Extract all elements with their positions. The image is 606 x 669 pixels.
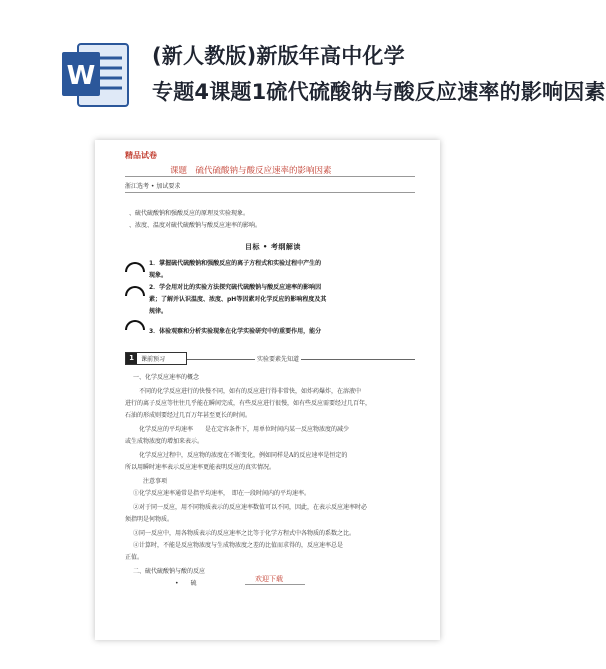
- doc-title: 课题 硫代硫酸钠与酸反应速率的影响因素: [170, 166, 332, 176]
- body-line: 须指明是何物质。: [125, 516, 174, 523]
- goal-line: 3．体验观察和分析实验现象在化学实验研究中的重要作用，能分: [149, 328, 322, 335]
- body-line: 不同的化学反应进行的快慢不同，如有的反应进行得非常快，如炸药爆炸，在溶液中: [139, 388, 362, 395]
- body-line: 所以用瞬时速率表示反应速率更能表明反应的真实情况。: [125, 464, 276, 471]
- goal-line: 2．学会用对比的实验方法探究硫代硫酸钠与酸反应速率的影响因: [149, 284, 322, 291]
- body-line: 进行的离子反应等往往几乎能在瞬间完成，有些反应进行很慢，如有些反应需要经过几百年，: [125, 400, 372, 407]
- arc-icon: [125, 320, 145, 330]
- body-line: 石油的形成则要经过几百万年甚至更长的时间。: [125, 412, 252, 419]
- body-line: ④计算时，不能是反应物浓度与生成物浓度之差的比值而求得的，反应速率总是: [133, 542, 344, 549]
- body-line: 注意事项: [143, 478, 168, 485]
- document-page: [95, 140, 440, 640]
- section-side-label: 实验要素先知道: [257, 356, 300, 363]
- arc-icon: [125, 286, 145, 296]
- goal-line: 1．掌握硫代硫酸钠和强酸反应的离子方程式和实验过程中产生的: [149, 260, 322, 267]
- formula-label: • 硫: [175, 580, 197, 587]
- subhead-rule: [125, 192, 415, 193]
- body-line: 二、硫代硫酸钠与酸的反应: [133, 568, 206, 575]
- doc-subhead: 浙江选考 • 加试要求: [125, 183, 181, 190]
- body-line: 化学反应的平均速率 是在定容条件下，用单位时间内某一反应物浓度的减少: [139, 426, 350, 433]
- word-logo-letter: W: [66, 61, 96, 91]
- header-banner: [0, 0, 606, 140]
- body-line: ②对于同一反应，用不同物质表示的反应速率数值可以不同，因此，在表示反应速率时必: [133, 504, 368, 511]
- body-line: 或生成物浓度的增加来表示。: [125, 438, 204, 445]
- body-line: 一、化学反应速率的概念: [133, 374, 200, 381]
- body-line: 化学反应过程中，反应物的浓度在不断变化，例如同样是A的反应速率是恒定的: [139, 452, 348, 459]
- word-document-icon: [60, 40, 132, 110]
- section-label: 课前预习: [141, 356, 166, 363]
- title-rule: [125, 176, 415, 177]
- body-line: ①化学反应速率通常是指平均速率， 即在一段时间内的平均速率。: [133, 490, 311, 497]
- doc-tag: 精品试卷: [125, 151, 157, 160]
- req-line: 、硫代硫酸钠和强酸反应的原理及实验现象。: [129, 210, 250, 217]
- req-line: 、浓度、温度对硫代硫酸钠与酸反应速率的影响。: [129, 222, 262, 229]
- goal-line: 素；了解并认识温度、浓度、pH等因素对化学反应的影响程度及其: [149, 296, 327, 303]
- goal-line: 规律。: [149, 308, 168, 315]
- banner-title-line-2: 专题4课题1硫代硫酸钠与酸反应速率的影响因素: [152, 80, 606, 104]
- section-header: [125, 352, 187, 365]
- banner-title-line-1: (新人教版)新版年高中化学: [152, 44, 405, 68]
- download-rule: [245, 584, 305, 585]
- download-link[interactable]: 欢迎下载: [255, 575, 283, 583]
- arc-icon: [125, 262, 145, 272]
- goal-line: 现象。: [149, 272, 168, 279]
- body-line: 正值。: [125, 554, 144, 561]
- section-number: 1: [126, 353, 137, 364]
- goal-title: 目标 • 考纲解读: [245, 243, 301, 251]
- body-line: ③同一反应中，用各物质表示的反应速率之比等于化学方程式中各物质的系数之比。: [133, 530, 356, 537]
